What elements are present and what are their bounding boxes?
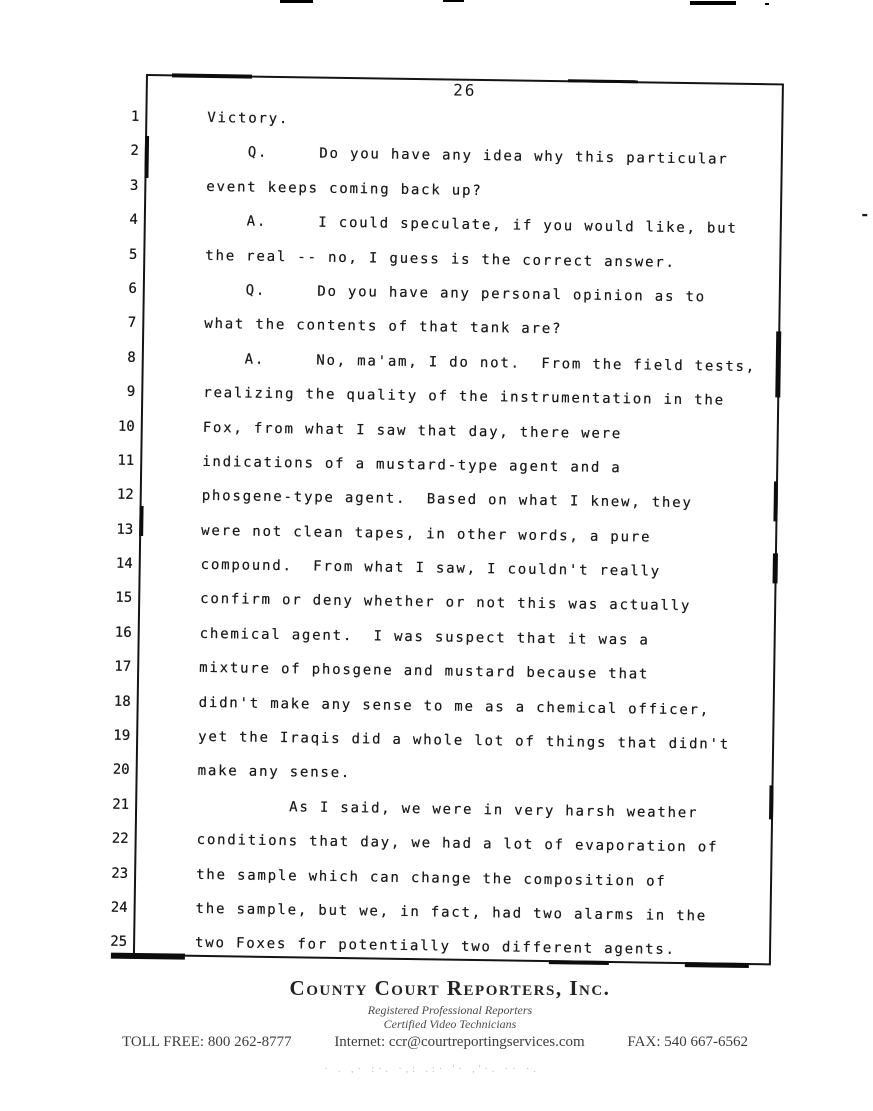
line-number-column <box>77 99 140 959</box>
transcript-line: two Foxes for potentially two different agents. <box>194 935 676 959</box>
transcript-line: chemical agent. I was suspect that it was a <box>199 625 650 649</box>
line-number: 7 <box>127 315 137 332</box>
line-number: 5 <box>128 246 138 263</box>
line-number: 24 <box>110 899 128 916</box>
border-blotch <box>773 481 778 521</box>
transcript-line: make any sense. <box>197 763 352 782</box>
line-number: 25 <box>110 933 128 951</box>
transcript-line: compound. From what I saw, I couldn't really <box>200 556 662 580</box>
line-number: 9 <box>126 383 136 401</box>
transcript-line: Fox, from what I saw that day, there were <box>202 419 623 442</box>
transcript-line: A. No, ma'am, I do not. From the field tests, <box>203 350 757 375</box>
margin-dash-mark: - <box>859 204 870 224</box>
line-number: 16 <box>114 624 132 641</box>
internet-address: Internet: ccr@courtreportingservices.com <box>334 1034 585 1050</box>
line-number: 2 <box>130 143 139 160</box>
transcript-line: what the contents of that tank are? <box>204 316 563 338</box>
line-number: 6 <box>128 280 137 297</box>
line-number: 15 <box>115 590 133 607</box>
line-number: 12 <box>116 486 134 504</box>
line-number: 8 <box>127 349 136 366</box>
line-number: 21 <box>112 796 130 813</box>
contact-row <box>122 1034 748 1051</box>
line-number: 23 <box>111 865 129 882</box>
tagline-registered: Registered Professional Reporters <box>367 1003 533 1017</box>
line-number: 1 <box>130 108 140 125</box>
transcript-line: A. I could speculate, if you would like, but <box>205 213 738 237</box>
company-name: County Court Reporters, Inc. <box>289 976 611 1000</box>
transcript-line: conditions that day, we had a lot of evaporation of <box>196 832 719 856</box>
transcript-line: yet the Iraqis did a whole lot of things that didn't <box>198 728 731 753</box>
transcript-line: confirm or deny whether or not this was actually <box>200 591 692 615</box>
toll-free-number: TOLL FREE: 800 262-8777 <box>122 1034 292 1050</box>
page-number: 26 <box>453 80 477 100</box>
transcript-line: mixture of phosgene and mustard because that <box>199 660 650 683</box>
line-number: 11 <box>117 452 135 469</box>
transcript-line: the sample, but we, in fact, had two alarms in the <box>195 900 708 925</box>
transcript-line: indications of a mustard-type agent and a <box>202 453 622 477</box>
transcript-line: realizing the quality of the instrumentation in the <box>203 385 726 409</box>
fax-number: FAX: 540 667-6562 <box>627 1034 748 1050</box>
transcript-line: didn't make any sense to me as a chemical officer, <box>198 694 711 719</box>
transcript-text-block <box>195 101 780 969</box>
line-number: 22 <box>111 830 129 848</box>
transcript-line: Victory. <box>207 109 290 128</box>
transcript-line: As I said, we were in very harsh weather <box>197 797 699 822</box>
line-number: 10 <box>117 418 135 435</box>
line-number: 3 <box>129 177 139 194</box>
transcript-line: Q. Do you have any personal opinion as to <box>204 281 707 306</box>
line-number: 20 <box>112 762 130 779</box>
border-blotch <box>775 331 781 397</box>
transcript-line: the sample which can change the composition of <box>196 866 667 890</box>
border-blotch <box>144 136 149 178</box>
transcript-line: phosgene-type agent. Based on what I knew, they <box>201 488 693 512</box>
illegible-footer-line: · . ,· :·. ·,: .:· '· ,'·. ·· ·. <box>324 1064 540 1075</box>
line-number: 4 <box>129 211 138 229</box>
line-number: 13 <box>116 521 134 538</box>
line-number: 17 <box>114 658 132 676</box>
border-blotch <box>773 553 778 583</box>
line-number: 14 <box>115 555 133 572</box>
transcript-line: the real -- no, I guess is the correct answer. <box>205 247 676 271</box>
transcript-line: Q. Do you have any idea why this particular <box>206 144 729 169</box>
line-number: 19 <box>113 727 131 744</box>
border-blotch <box>769 785 774 819</box>
transcript-line: event keeps coming back up? <box>206 178 483 199</box>
transcript-line: were not clean tapes, in other words, a pure <box>201 522 652 546</box>
tagline-certified: Certified Video Technicians <box>383 1017 517 1031</box>
border-blotch <box>139 506 143 536</box>
line-number: 18 <box>113 693 131 710</box>
